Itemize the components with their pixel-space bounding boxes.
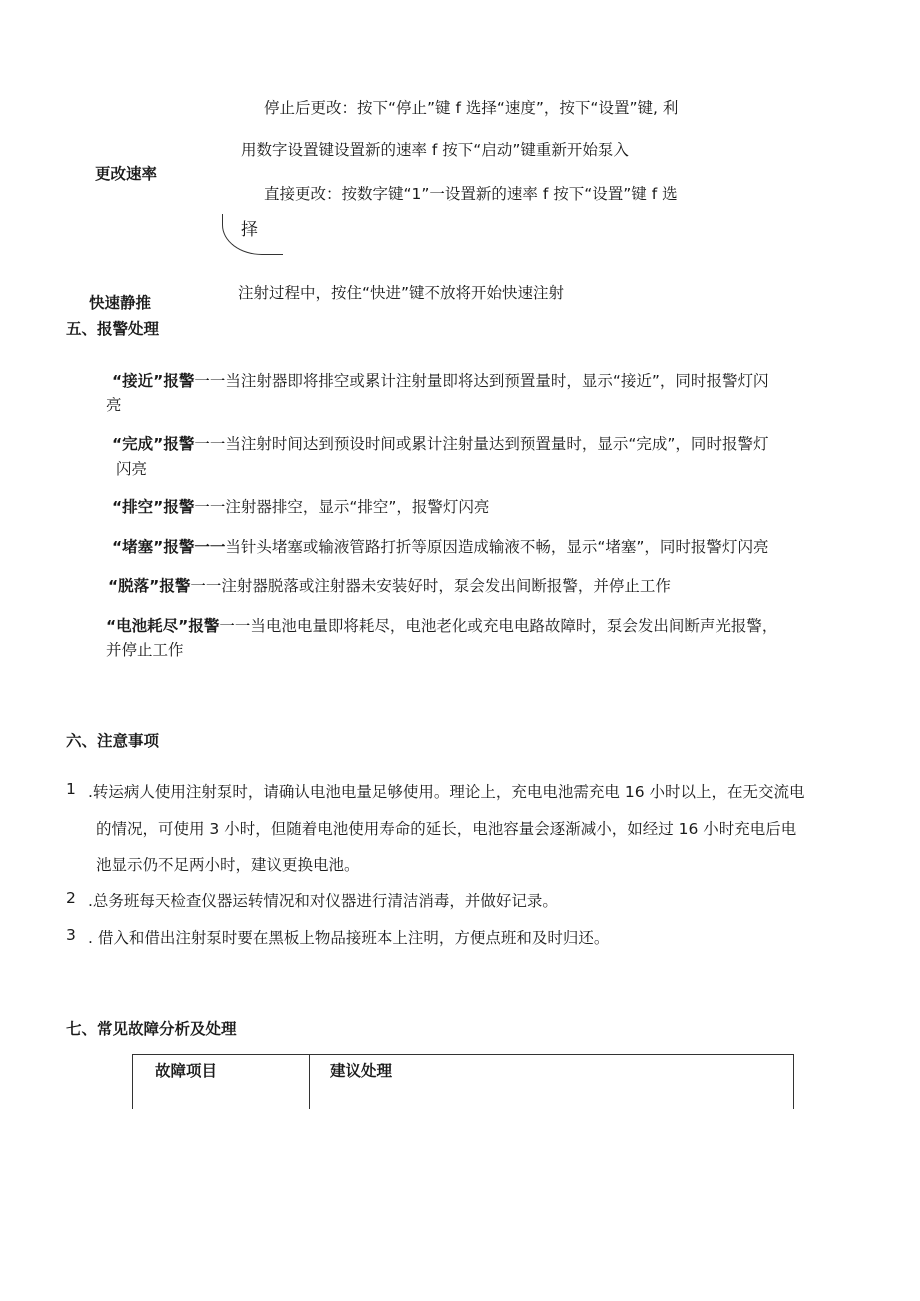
alarm-desc: 一一当注射器即将排空或累计注射量即将达到预置量时，显示“接近”，同时报警灯闪 [194,372,769,390]
change-speed-line-2: 用数字设置键设置新的速率 f 按下“启动”键重新开始泵入 [241,141,629,159]
alarm-desc: 一一注射器排空，显示“排空”，报警灯闪亮 [194,498,490,516]
section5-title: 五、报警处理 [66,320,160,338]
note-3-number: 3 [66,926,76,944]
alarm-item [108,574,671,596]
alarm-item [112,535,768,557]
alarm-cont: 闪亮 [116,460,148,478]
note-1-line-2: 的情况，可使用 3 小时，但随着电池使用寿命的延长，电池容量会逐渐减小，如经过 16 小时充电后电 [96,820,797,838]
note-1-number: 1 [66,780,76,798]
alarm-name: “完成”报警 [112,435,195,453]
alarm-item [106,614,777,636]
change-speed-line-3: 直接更改：按数字键“1”一设置新的速率 f 按下“设置”键 f 选 [264,185,678,203]
table-header-advice: 建议处理 [330,1062,393,1080]
table-header-fault: 故障项目 [155,1062,218,1080]
alarm-name: “脱落”报警 [108,577,191,595]
section7-title: 七、常见故障分析及处理 [66,1020,237,1038]
section6-title: 六、注意事项 [66,732,160,750]
note-2-text: .总务班每天检查仪器运转情况和对仪器进行清洁消毒，并做好记录。 [88,892,558,910]
alarm-desc: 一一注射器脱落或注射器未安装好时，泵会发出间断报警，并停止工作 [190,577,671,595]
alarm-desc: 一一当注射时间达到预设时间或累计注射量达到预置量时，显示“完成”，同时报警灯 [194,435,769,453]
alarm-item [112,369,768,391]
note-2-number: 2 [66,889,76,907]
note-1-line-3: 池显示仍不足两小时，建议更换电池。 [96,856,360,874]
alarm-cont: 并停止工作 [106,641,184,659]
change-speed-line-4: 择 [241,220,258,240]
change-speed-line-1: 停止后更改：按下“停止”键 f 选择“速度”，按下“设置”键, 利 [264,99,679,117]
change-speed-label: 更改速率 [95,165,158,183]
alarm-item [112,432,768,454]
alarm-name: “堵塞”报警一一 [112,538,226,556]
alarm-name: “排空”报警 [112,498,195,516]
bracket-arc [222,214,283,255]
fast-push-label: 快速静推 [89,294,152,312]
alarm-name: “电池耗尽”报警 [106,617,220,635]
table-divider [309,1055,310,1109]
fault-table [132,1054,794,1109]
note-3-text: . 借入和借出注射泵时要在黑板上物品接班本上注明，方便点班和及时归还。 [88,929,610,947]
alarm-desc: 当针头堵塞或输液管路打折等原因造成输液不畅，显示“堵塞”，同时报警灯闪亮 [225,538,769,556]
alarm-cont: 亮 [106,396,122,414]
fast-push-text: 注射过程中，按住“快进”键不放将开始快速注射 [238,284,565,302]
alarm-desc: 一一当电池电量即将耗尽，电池老化或充电电路故障时，泵会发出间断声光报警， [219,617,778,635]
alarm-name: “接近”报警 [112,372,195,390]
alarm-item [112,495,489,517]
note-1-line-1: .转运病人使用注射泵时，请确认电池电量足够使用。理论上，充电电池需充电 16 小时以上，在无交流电 [88,783,805,801]
